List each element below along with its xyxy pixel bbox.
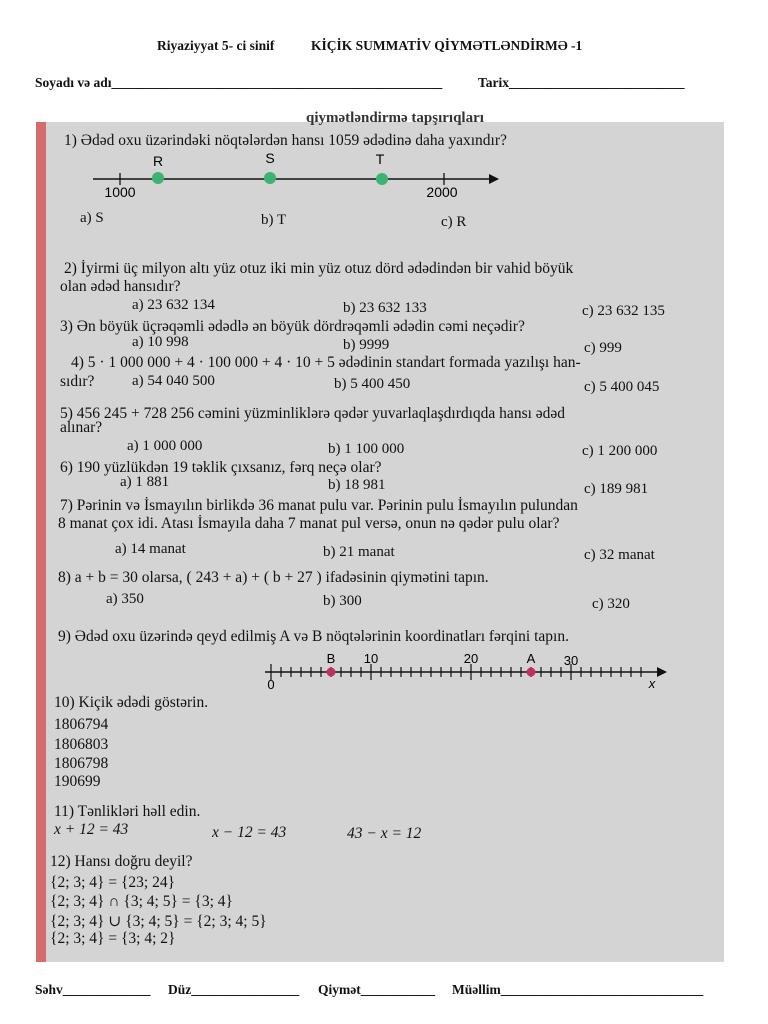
q12-item-1[interactable]: {2; 3; 4} = {23; 24}: [50, 874, 176, 891]
footer-teacher-field[interactable]: [452, 982, 703, 998]
q9-label-a: A: [526, 651, 536, 666]
q5-text-1: 5) 456 245 + 728 256 cəmini yüzminliklərə qədər yuvarlaqlaşdırdıqda hansı ədəd: [60, 405, 566, 422]
q2-option-a[interactable]: a) 23 632 134: [132, 297, 215, 313]
q8-option-c[interactable]: c) 320: [592, 596, 630, 612]
q1-text: 1) Ədəd oxu üzərindəki nöqtələrdən hansı 1059 ədədinə daha yaxındır?: [64, 132, 507, 149]
page-title: KİÇİK SUMMATİV QİYMƏTLƏNDİRMƏ -1: [311, 38, 583, 53]
correct-line: ________________: [191, 982, 300, 997]
q12-item-2[interactable]: {2; 3; 4} ∩ {3; 4; 5} = {3; 4}: [50, 893, 233, 910]
q1-number-line: [91, 152, 501, 202]
q4-option-c[interactable]: c) 5 400 045: [584, 379, 660, 395]
q1-label-t: T: [375, 151, 385, 167]
q11-equation-2: x − 12 = 43: [212, 824, 287, 841]
q2-option-b[interactable]: b) 23 632 133: [343, 300, 427, 316]
q1-option-b[interactable]: b) T: [261, 212, 287, 228]
error-line: _____________: [62, 982, 151, 997]
q11-equation-1: x + 12 = 43: [54, 821, 129, 838]
q9-number-line: [262, 650, 672, 696]
name-line: _________________________________________________: [111, 75, 443, 90]
q9-label-10: 10: [363, 651, 379, 666]
footer-grade-field[interactable]: [318, 982, 435, 998]
q7-option-b[interactable]: b) 21 manat: [323, 544, 395, 560]
name-label: Soyadı və adı: [35, 75, 112, 90]
date-label: Tarix: [478, 75, 510, 90]
q1-label-s: S: [265, 150, 275, 166]
q6-text: 6) 190 yüzlükdən 19 təklik çıxsanız, fərq neçə olar?: [60, 459, 382, 476]
q7-option-a[interactable]: a) 14 manat: [115, 541, 186, 557]
q5-option-c[interactable]: c) 1 200 000: [582, 443, 658, 459]
red-margin-bar: [36, 122, 46, 962]
q3-option-b[interactable]: b) 9999: [343, 337, 390, 353]
grade-line: ___________: [360, 982, 435, 997]
q10-text: 10) Kiçik ədədi göstərin.: [54, 694, 209, 711]
q7-option-c[interactable]: c) 32 manat: [584, 547, 655, 563]
error-label: Səhv: [35, 982, 63, 997]
q3-option-a[interactable]: a) 10 998: [132, 334, 189, 350]
q9-label-0: 0: [267, 677, 275, 692]
q1-label-r: R: [152, 153, 164, 169]
teacher-label: Müəllim: [452, 982, 501, 997]
q11-equation-3: 43 − x = 12: [347, 825, 422, 842]
date-field[interactable]: [478, 75, 685, 91]
subject-label: Riyaziyyat 5- ci sinif: [157, 38, 275, 53]
q2-text-2: olan ədəd hansıdır?: [60, 278, 181, 295]
q9-label-x: x: [648, 676, 656, 691]
q12-item-4[interactable]: {2; 3; 4} = {3; 4; 2}: [50, 930, 176, 947]
q9-label-30: 30: [563, 653, 579, 668]
footer-correct-field[interactable]: [168, 982, 299, 998]
q1-point-r: [152, 172, 164, 184]
q7-text-2: 8 manat çox idi. Atası İsmayıla daha 7 manat pul versə, onun nə qədər pulu olar?: [58, 515, 560, 532]
q6-option-c[interactable]: c) 189 981: [584, 481, 649, 497]
q1-point-t: [376, 173, 388, 185]
grade-label: Qiymət: [318, 982, 361, 997]
q9-label-b: B: [326, 651, 336, 666]
q4-option-b[interactable]: b) 5 400 450: [334, 376, 411, 392]
q4-text-2: sıdır?: [60, 373, 95, 390]
name-field[interactable]: [35, 75, 442, 91]
q8-text: 8) a + b = 30 olarsa, ( 243 + a) + ( b + 27 ) ifadəsinin qiymətini tapın.: [58, 569, 489, 586]
q9-text: 9) Ədəd oxu üzərində qeyd edilmiş A və B nöqtələrinin koordinatları fərqini tapın.: [58, 628, 569, 645]
q8-option-a[interactable]: a) 350: [106, 591, 144, 607]
q4-text-1: 4) 5 · 1 000 000 + 4 · 100 000 + 4 · 10 + 5 ədədinin standart formada yazılışı han-: [71, 354, 581, 371]
q2-option-c[interactable]: c) 23 632 135: [582, 303, 665, 319]
q3-option-c[interactable]: c) 999: [584, 340, 622, 356]
cut-heading: qiymətləndirmə tapşırıqları: [306, 110, 484, 126]
correct-label: Düz: [168, 982, 192, 997]
q1-point-s: [264, 172, 276, 184]
q5-option-a[interactable]: a) 1 000 000: [127, 438, 203, 454]
q6-option-b[interactable]: b) 18 981: [328, 477, 386, 493]
q12-text: 12) Hansı doğru deyil?: [50, 853, 193, 870]
q12-item-3[interactable]: {2; 3; 4} ∪ {3; 4; 5} = {2; 3; 4; 5}: [50, 913, 267, 930]
q9-point-a: [527, 668, 536, 677]
footer-error-field[interactable]: [35, 982, 151, 998]
q10-item-3[interactable]: 1806798: [54, 755, 109, 772]
q10-item-2[interactable]: 1806803: [54, 736, 109, 753]
q9-point-b: [327, 668, 336, 677]
q3-text: 3) Ən böyük üçrəqəmli ədədlə ən böyük dördrəqəmli ədədin cəmi neçədir?: [60, 318, 525, 335]
q4-option-a[interactable]: a) 54 040 500: [132, 373, 215, 389]
q10-item-4[interactable]: 190699: [54, 773, 101, 790]
q1-tick-2000: 2000: [426, 184, 458, 200]
q5-text-2: alınar?: [60, 419, 103, 436]
date-line: __________________________: [509, 75, 685, 90]
q10-item-1[interactable]: 1806794: [54, 716, 109, 733]
q9-label-20: 20: [463, 651, 479, 666]
teacher-line: ______________________________: [500, 982, 704, 997]
q1-option-a[interactable]: a) S: [80, 210, 104, 226]
q5-option-b[interactable]: b) 1 100 000: [328, 441, 405, 457]
q7-text-1: 7) Pərinin və İsmayılın birlikdə 36 manat pulu var. Pərinin pulu İsmayılın pulundan: [60, 497, 578, 514]
q1-option-c[interactable]: c) R: [441, 214, 467, 230]
q8-option-b[interactable]: b) 300: [323, 593, 362, 609]
q2-text-1: 2) İyirmi üç milyon altı yüz otuz iki min yüz otuz dörd ədədindən bir vahid böyük: [64, 260, 574, 277]
q11-text: 11) Tənlikləri həll edin.: [54, 803, 201, 820]
worksheet-scan: [36, 110, 724, 962]
q6-option-a[interactable]: a) 1 881: [120, 474, 170, 490]
q1-tick-1000: 1000: [104, 184, 136, 200]
